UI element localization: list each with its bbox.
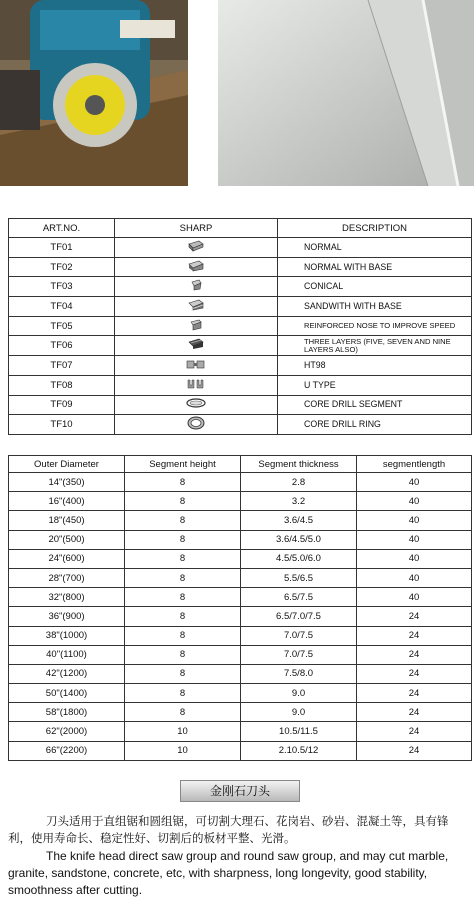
segment-thickness-cell: 6.5/7.5	[241, 588, 357, 607]
segment-height-cell: 8	[125, 568, 241, 587]
art-no-cell: TF03	[9, 277, 115, 297]
table-header-row	[9, 456, 472, 473]
table-row	[9, 703, 472, 722]
shape-cell	[115, 356, 278, 376]
segment-thickness-cell: 3.6/4.5	[241, 511, 357, 530]
art-no-cell: TF01	[9, 238, 115, 258]
description-english: The knife head direct saw group and round saw group, and may cut marble, granite, sandstone, concrete, etc, with sharpness, long longevity, good stability, smoothness after cutting.	[8, 849, 449, 897]
outer-diameter-cell: 14"(350)	[9, 473, 125, 492]
header-outer-diameter: Outer Diameter	[9, 456, 125, 473]
table-row	[9, 588, 472, 607]
shape-cell	[115, 277, 278, 297]
art-no-cell: TF02	[9, 257, 115, 277]
description-cell: CONICAL	[278, 277, 472, 297]
segment-length-cell: 40	[357, 588, 472, 607]
segment-thickness-cell: 10.5/11.5	[241, 722, 357, 741]
segment-thickness-cell: 9.0	[241, 684, 357, 703]
section-banner: 金刚石刀头	[180, 780, 300, 802]
art-no-cell: TF10	[9, 415, 115, 435]
outer-diameter-cell: 58"(1800)	[9, 703, 125, 722]
description-chinese: 刀头适用于直组锯和圆组锯，可切割大理石、花岗岩、砂岩、混凝土等，具有锋利，使用寿命长、稳定性好、切割后的板材平整、光滑。	[8, 814, 449, 845]
table-row	[9, 375, 472, 395]
outer-diameter-cell: 38"(1000)	[9, 626, 125, 645]
segment-sandwich-icon	[188, 299, 204, 314]
table-row	[9, 664, 472, 683]
segment-height-cell: 8	[125, 684, 241, 703]
segment-base-icon	[188, 260, 204, 275]
segment-length-cell: 24	[357, 722, 472, 741]
description-cell: NORMAL WITH BASE	[278, 257, 472, 277]
segment-height-cell: 8	[125, 626, 241, 645]
core-drill-ring-icon	[186, 416, 206, 433]
segment-shape-table	[8, 218, 472, 435]
shape-cell	[115, 415, 278, 435]
header-segment-length: segmentlength	[357, 456, 472, 473]
core-drill-segment-icon	[185, 397, 207, 412]
description-cell: SANDWITH WITH BASE	[278, 297, 472, 317]
segment-utype-icon	[186, 378, 206, 393]
header-sharp: SHARP	[115, 219, 278, 238]
table-row	[9, 607, 472, 626]
shape-cell	[115, 316, 278, 336]
outer-diameter-cell: 20"(500)	[9, 530, 125, 549]
segment-thickness-cell: 5.5/6.5	[241, 568, 357, 587]
segment-thickness-cell: 7.0/7.5	[241, 645, 357, 664]
shape-cell	[115, 238, 278, 258]
description-cell: CORE DRILL RING	[278, 415, 472, 435]
table-row	[9, 741, 472, 760]
table-row	[9, 530, 472, 549]
outer-diameter-cell: 42"(1200)	[9, 664, 125, 683]
segment-length-cell: 24	[357, 664, 472, 683]
segment-height-cell: 8	[125, 703, 241, 722]
segment-height-cell: 8	[125, 511, 241, 530]
segment-thickness-cell: 2.10.5/12	[241, 741, 357, 760]
description-cell: THREE LAYERS (FIVE, SEVEN AND NINE LAYERS ALSO)	[278, 336, 472, 356]
table-row	[9, 356, 472, 376]
table-row	[9, 684, 472, 703]
segment-thickness-cell: 7.0/7.5	[241, 626, 357, 645]
segment-length-cell: 24	[357, 703, 472, 722]
segment-length-cell: 24	[357, 626, 472, 645]
art-no-cell: TF06	[9, 336, 115, 356]
segment-length-cell: 40	[357, 492, 472, 511]
segment-conical-icon	[190, 279, 202, 294]
table-row	[9, 316, 472, 336]
header-description: DESCRIPTION	[278, 219, 472, 238]
granite-slab-photo	[218, 0, 474, 186]
outer-diameter-cell: 28"(700)	[9, 568, 125, 587]
table-header-row	[9, 219, 472, 238]
outer-diameter-cell: 32"(800)	[9, 588, 125, 607]
segment-thickness-cell: 9.0	[241, 703, 357, 722]
shape-cell	[115, 257, 278, 277]
shape-cell	[115, 297, 278, 317]
table-row	[9, 492, 472, 511]
segment-length-cell: 40	[357, 530, 472, 549]
description-cell: NORMAL	[278, 238, 472, 258]
table-row	[9, 257, 472, 277]
table-row	[9, 568, 472, 587]
segment-size-table	[8, 455, 472, 761]
segment-height-cell: 8	[125, 607, 241, 626]
art-no-cell: TF05	[9, 316, 115, 336]
table-row	[9, 415, 472, 435]
segment-thickness-cell: 6.5/7.0/7.5	[241, 607, 357, 626]
segment-reinforced-icon	[189, 319, 203, 334]
description-cell: CORE DRILL SEGMENT	[278, 395, 472, 415]
shape-cell	[115, 395, 278, 415]
segment-height-cell: 10	[125, 741, 241, 760]
table-row	[9, 336, 472, 356]
segment-thickness-cell: 3.2	[241, 492, 357, 511]
header-art-no: ART.NO.	[9, 219, 115, 238]
header-segment-thickness: Segment thickness	[241, 456, 357, 473]
shape-cell	[115, 336, 278, 356]
segment-length-cell: 24	[357, 607, 472, 626]
description-cell: U TYPE	[278, 375, 472, 395]
segment-ht98-icon	[186, 358, 206, 373]
header-segment-height: Segment height	[125, 456, 241, 473]
segment-normal-icon	[188, 240, 204, 255]
segment-height-cell: 8	[125, 530, 241, 549]
shape-cell	[115, 375, 278, 395]
art-no-cell: TF04	[9, 297, 115, 317]
segment-length-cell: 40	[357, 549, 472, 568]
segment-length-cell: 24	[357, 645, 472, 664]
outer-diameter-cell: 40"(1100)	[9, 645, 125, 664]
segment-thickness-cell: 7.5/8.0	[241, 664, 357, 683]
description-cell: REINFORCED NOSE TO IMPROVE SPEED	[278, 316, 472, 336]
table-row	[9, 297, 472, 317]
outer-diameter-cell: 66"(2200)	[9, 741, 125, 760]
table-row	[9, 277, 472, 297]
segment-thickness-cell: 2.8	[241, 473, 357, 492]
segment-height-cell: 10	[125, 722, 241, 741]
outer-diameter-cell: 18"(450)	[9, 511, 125, 530]
segment-length-cell: 24	[357, 741, 472, 760]
segment-length-cell: 24	[357, 684, 472, 703]
segment-height-cell: 8	[125, 492, 241, 511]
segment-height-cell: 8	[125, 549, 241, 568]
segment-thickness-cell: 4.5/5.0/6.0	[241, 549, 357, 568]
segment-height-cell: 8	[125, 664, 241, 683]
segment-length-cell: 40	[357, 568, 472, 587]
table-row	[9, 722, 472, 741]
outer-diameter-cell: 62"(2000)	[9, 722, 125, 741]
segment-height-cell: 8	[125, 473, 241, 492]
description-cell: HT98	[278, 356, 472, 376]
art-no-cell: TF07	[9, 356, 115, 376]
outer-diameter-cell: 24"(600)	[9, 549, 125, 568]
table-row	[9, 511, 472, 530]
table-row	[9, 473, 472, 492]
art-no-cell: TF08	[9, 375, 115, 395]
outer-diameter-cell: 50"(1400)	[9, 684, 125, 703]
segment-length-cell: 40	[357, 473, 472, 492]
saw-cutting-photo	[0, 0, 188, 186]
segment-layers-icon	[188, 338, 204, 353]
table-row	[9, 549, 472, 568]
segment-height-cell: 8	[125, 645, 241, 664]
outer-diameter-cell: 16"(400)	[9, 492, 125, 511]
art-no-cell: TF09	[9, 395, 115, 415]
segment-height-cell: 8	[125, 588, 241, 607]
table-row	[9, 645, 472, 664]
segment-thickness-cell: 3.6/4.5/5.0	[241, 530, 357, 549]
outer-diameter-cell: 36"(900)	[9, 607, 125, 626]
table-row	[9, 626, 472, 645]
table-row	[9, 395, 472, 415]
table-row	[9, 238, 472, 258]
segment-length-cell: 40	[357, 511, 472, 530]
